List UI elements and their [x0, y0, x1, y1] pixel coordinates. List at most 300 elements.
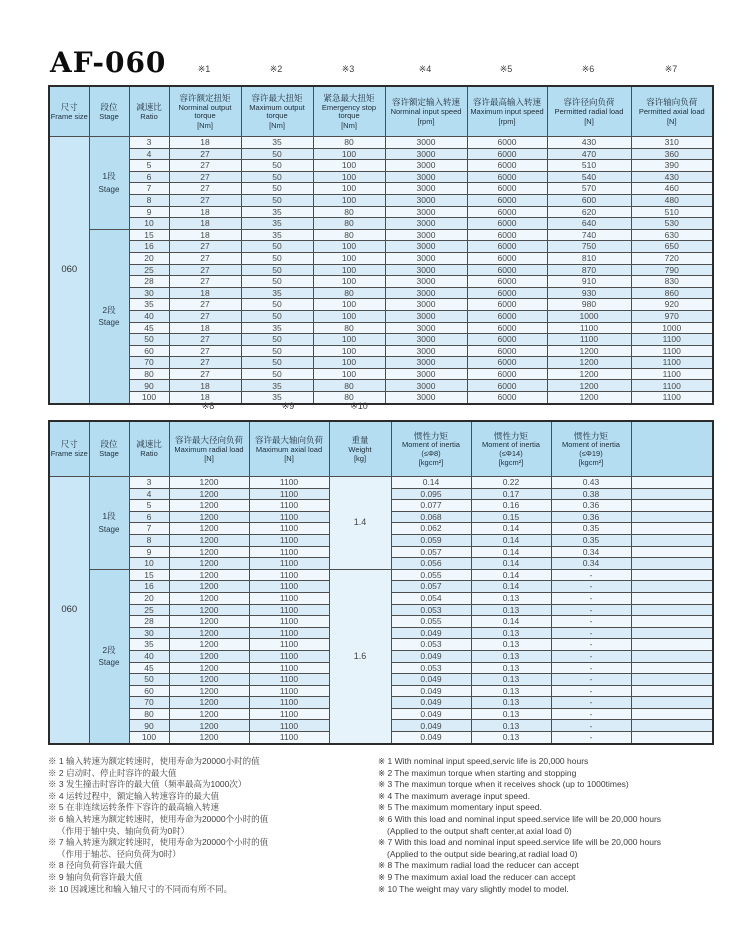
value-cell: 50: [241, 334, 313, 346]
column-header: [49, 421, 89, 477]
stage-cell: [89, 229, 129, 403]
empty-cell: [631, 720, 713, 732]
value-cell: 510: [547, 160, 631, 172]
value-cell: 18: [169, 322, 241, 334]
header-en: Ratio: [140, 111, 158, 121]
value-cell: 0.34: [551, 546, 631, 558]
table-row: [49, 287, 713, 299]
value-cell: 0.13: [471, 697, 551, 709]
value-cell: 3000: [385, 137, 467, 149]
value-cell: -: [551, 708, 631, 720]
footnotes-chinese: [48, 756, 374, 895]
value-cell: 650: [631, 241, 713, 253]
header-unit: [N]: [204, 454, 214, 463]
header-unit: [kgcm²]: [418, 458, 444, 468]
value-cell: 0.049: [391, 627, 471, 639]
value-cell: 1200: [169, 720, 249, 732]
value-cell: 100: [313, 194, 385, 206]
value-cell: 310: [631, 137, 713, 149]
value-cell: 27: [169, 252, 241, 264]
header-en: Permitted axial load: [638, 107, 705, 117]
value-cell: 1100: [249, 674, 329, 686]
value-cell: -: [551, 581, 631, 593]
value-cell: 3000: [385, 171, 467, 183]
column-header: [391, 421, 471, 477]
value-cell: 640: [547, 218, 631, 230]
value-cell: 0.068: [391, 511, 471, 523]
value-cell: 50: [241, 252, 313, 264]
value-cell: 27: [169, 194, 241, 206]
value-cell: 930: [547, 287, 631, 299]
value-cell: 3000: [385, 345, 467, 357]
value-cell: 920: [631, 299, 713, 311]
value-cell: 0.16: [471, 500, 551, 512]
value-cell: 18: [169, 137, 241, 149]
value-cell: 6000: [467, 160, 547, 172]
value-cell: 0.13: [471, 604, 551, 616]
column-header: [471, 421, 551, 477]
weight-cell: 1.6: [329, 569, 391, 743]
value-cell: 1000: [547, 310, 631, 322]
value-cell: 1200: [547, 368, 631, 380]
value-cell: 1100: [249, 732, 329, 744]
header-sub: (≤Φ19): [579, 448, 603, 458]
weight-cell: 1.4: [329, 477, 391, 570]
value-cell: 430: [547, 137, 631, 149]
value-cell: 0.13: [471, 674, 551, 686]
value-cell: 3000: [385, 334, 467, 346]
table-row: [49, 252, 713, 264]
header-zh: 容许额定扭矩: [179, 93, 231, 104]
value-cell: 6000: [467, 218, 547, 230]
value-cell: 35: [241, 137, 313, 149]
value-cell: 980: [547, 299, 631, 311]
value-cell: 1200: [169, 674, 249, 686]
stage-en: Stage: [98, 318, 120, 328]
value-cell: 860: [631, 287, 713, 299]
column-header: [89, 86, 129, 137]
value-cell: 3000: [385, 368, 467, 380]
value-cell: 620: [547, 206, 631, 218]
value-cell: 1100: [249, 662, 329, 674]
header-zh: 段位: [100, 439, 118, 450]
ratio-cell: 70: [129, 357, 169, 369]
table-row: [49, 206, 713, 218]
ratio-cell: 4: [129, 488, 169, 500]
value-cell: 0.35: [551, 523, 631, 535]
value-cell: 0.049: [391, 685, 471, 697]
value-cell: 3000: [385, 218, 467, 230]
ratio-cell: 30: [129, 287, 169, 299]
header-en: Ratio: [140, 449, 158, 459]
table-row: [49, 322, 713, 334]
value-cell: 6000: [467, 252, 547, 264]
value-cell: 1100: [249, 627, 329, 639]
value-cell: 1100: [249, 511, 329, 523]
value-cell: 910: [547, 276, 631, 288]
column-header: [241, 86, 313, 137]
value-cell: 600: [547, 194, 631, 206]
page-title: AF-060: [50, 46, 167, 79]
value-cell: -: [551, 604, 631, 616]
table-row: [49, 264, 713, 276]
frame-size-cell: 060: [49, 137, 89, 404]
value-cell: 1100: [249, 558, 329, 570]
footnote-en-8: ※ 8 The maximum radial load the reducer can accept: [378, 860, 579, 871]
header-en: Stage: [99, 111, 119, 121]
value-cell: 1200: [169, 511, 249, 523]
value-cell: 0.14: [471, 569, 551, 581]
value-cell: 27: [169, 334, 241, 346]
value-cell: 35: [241, 229, 313, 241]
value-cell: 1100: [249, 488, 329, 500]
value-cell: -: [551, 697, 631, 709]
value-cell: 480: [631, 194, 713, 206]
value-cell: 3000: [385, 276, 467, 288]
table-row: [49, 299, 713, 311]
ratio-cell: 8: [129, 534, 169, 546]
empty-cell: [631, 604, 713, 616]
column-header: [551, 421, 631, 477]
value-cell: 6000: [467, 299, 547, 311]
value-cell: 1100: [547, 322, 631, 334]
table-row: [49, 310, 713, 322]
table-row: [49, 569, 713, 581]
ratio-cell: 40: [129, 650, 169, 662]
empty-cell: [631, 592, 713, 604]
value-cell: 6000: [467, 137, 547, 149]
footnote-zh-7-cont: （作用于轴芯、径向负荷为0时）: [57, 848, 181, 859]
footnote-en-6: ※ 6 With this load and nominal input speed.service life will be 20,000 hours: [378, 813, 662, 824]
header-zh: 紧急最大扭矩: [323, 93, 375, 104]
value-cell: 3000: [385, 206, 467, 218]
value-cell: 18: [169, 380, 241, 392]
header-zh: 容许最大径向负荷: [174, 434, 243, 445]
value-cell: 430: [631, 171, 713, 183]
footnote-mark: ※7: [664, 64, 678, 74]
value-cell: 27: [169, 264, 241, 276]
value-cell: 1200: [169, 639, 249, 651]
value-cell: 1100: [631, 357, 713, 369]
value-cell: 3000: [385, 252, 467, 264]
value-cell: 1200: [169, 477, 249, 489]
ratio-cell: 50: [129, 334, 169, 346]
ratio-cell: 6: [129, 171, 169, 183]
value-cell: 0.14: [471, 534, 551, 546]
value-cell: 390: [631, 160, 713, 172]
value-cell: 3000: [385, 264, 467, 276]
value-cell: 1100: [249, 708, 329, 720]
empty-cell: [631, 662, 713, 674]
footnote-en-3: ※ 3 The maximun torque when it receives shock (up to 1000times): [378, 779, 629, 790]
ratio-cell: 6: [129, 511, 169, 523]
column-header: [313, 86, 385, 137]
ratio-cell: 40: [129, 310, 169, 322]
value-cell: 100: [313, 160, 385, 172]
value-cell: 570: [547, 183, 631, 195]
value-cell: 3000: [385, 357, 467, 369]
footnote-mark: ※4: [418, 64, 432, 74]
header-en: Weight: [348, 444, 372, 454]
value-cell: 1100: [249, 639, 329, 651]
footnote-en-9: ※ 9 The maximum axial load the reducer can accept: [378, 871, 576, 882]
value-cell: 0.15: [471, 511, 551, 523]
value-cell: 1100: [249, 500, 329, 512]
stage-cell: [89, 137, 129, 230]
value-cell: 100: [313, 241, 385, 253]
value-cell: -: [551, 627, 631, 639]
value-cell: 0.17: [471, 488, 551, 500]
value-cell: 0.38: [551, 488, 631, 500]
table-row: [49, 229, 713, 241]
value-cell: 18: [169, 287, 241, 299]
table-row: [49, 137, 713, 149]
value-cell: 0.13: [471, 685, 551, 697]
value-cell: 3000: [385, 194, 467, 206]
table-row: [49, 148, 713, 160]
ratio-cell: 80: [129, 708, 169, 720]
ratio-cell: 60: [129, 685, 169, 697]
table-row: [49, 345, 713, 357]
value-cell: 1200: [169, 523, 249, 535]
table-head: [49, 86, 713, 137]
ratio-cell: 10: [129, 558, 169, 570]
value-cell: 6000: [467, 276, 547, 288]
ratio-cell: 4: [129, 148, 169, 160]
value-cell: 1100: [249, 685, 329, 697]
stage-cell: [89, 569, 129, 743]
value-cell: 0.14: [471, 616, 551, 628]
table-head: [49, 421, 713, 477]
header-en: Moment of inertia: [402, 440, 460, 450]
empty-cell: [631, 546, 713, 558]
table-row: [49, 276, 713, 288]
header-zh: 段位: [100, 101, 118, 112]
value-cell: 0.13: [471, 592, 551, 604]
value-cell: 50: [241, 310, 313, 322]
value-cell: 0.36: [551, 511, 631, 523]
footnote-mark: ※2: [269, 64, 283, 74]
column-header: [631, 421, 713, 477]
footnote-zh-10: ※ 10 因减速比和输入轴尺寸的不同而有所不同。: [48, 883, 233, 894]
value-cell: 1200: [169, 732, 249, 744]
value-cell: 27: [169, 276, 241, 288]
header-en: Norminal output torque: [178, 102, 232, 121]
value-cell: 6000: [467, 392, 547, 404]
value-cell: 1200: [169, 697, 249, 709]
ratio-cell: 45: [129, 662, 169, 674]
value-cell: 1100: [249, 650, 329, 662]
ratio-cell: 35: [129, 639, 169, 651]
header-zh: 容许径向负荷: [563, 97, 615, 108]
value-cell: 50: [241, 368, 313, 380]
ratio-cell: 5: [129, 500, 169, 512]
value-cell: 0.057: [391, 581, 471, 593]
header-zh: 尺寸: [60, 439, 78, 450]
ratio-cell: 45: [129, 322, 169, 334]
value-cell: 0.049: [391, 650, 471, 662]
value-cell: 50: [241, 171, 313, 183]
ratio-cell: 90: [129, 720, 169, 732]
ratio-cell: 7: [129, 183, 169, 195]
value-cell: 6000: [467, 380, 547, 392]
ratio-cell: 35: [129, 299, 169, 311]
value-cell: 0.057: [391, 546, 471, 558]
value-cell: 1100: [631, 368, 713, 380]
value-cell: 790: [631, 264, 713, 276]
ratio-cell: 20: [129, 592, 169, 604]
value-cell: 1100: [631, 345, 713, 357]
value-cell: 1200: [169, 650, 249, 662]
value-cell: -: [551, 732, 631, 744]
value-cell: 1100: [631, 392, 713, 404]
value-cell: 80: [313, 206, 385, 218]
header-unit: [rpm]: [417, 116, 435, 126]
value-cell: -: [551, 720, 631, 732]
column-header: [169, 421, 249, 477]
value-cell: 50: [241, 299, 313, 311]
ratio-cell: 90: [129, 380, 169, 392]
value-cell: 1100: [249, 616, 329, 628]
value-cell: 1200: [169, 500, 249, 512]
value-cell: 50: [241, 276, 313, 288]
value-cell: 6000: [467, 241, 547, 253]
footnote-zh-8: ※ 8 径向负荷容许最大值: [48, 860, 143, 871]
ratio-cell: 3: [129, 137, 169, 149]
value-cell: 6000: [467, 148, 547, 160]
value-cell: 510: [631, 206, 713, 218]
table-row: [49, 241, 713, 253]
value-cell: 27: [169, 357, 241, 369]
table-row: [49, 334, 713, 346]
stage-zh: 1段: [102, 171, 116, 182]
value-cell: 3000: [385, 322, 467, 334]
value-cell: 1200: [169, 604, 249, 616]
value-cell: 0.095: [391, 488, 471, 500]
column-header: [129, 86, 169, 137]
value-cell: -: [551, 639, 631, 651]
footnote-en-7-cont: (Applied to the output side bearing,at radial load 0): [387, 848, 578, 859]
ratio-cell: 100: [129, 732, 169, 744]
value-cell: 0.43: [551, 477, 631, 489]
header-zh: 容许最高输入转速: [472, 97, 541, 108]
value-cell: 1100: [631, 380, 713, 392]
value-cell: 1100: [249, 477, 329, 489]
footnote-zh-4: ※ 4 运转过程中，额定输入转速容许的最大值: [48, 790, 219, 801]
value-cell: 1200: [169, 592, 249, 604]
value-cell: 1100: [631, 334, 713, 346]
value-cell: 0.22: [471, 477, 551, 489]
stage-en: Stage: [98, 185, 120, 195]
table-row: [49, 171, 713, 183]
value-cell: 6000: [467, 206, 547, 218]
value-cell: -: [551, 662, 631, 674]
value-cell: 630: [631, 229, 713, 241]
value-cell: 100: [313, 252, 385, 264]
value-cell: 3000: [385, 229, 467, 241]
footnote-en-7: ※ 7 With this load and nominal input speed.service life will be 20,000 hours: [378, 837, 662, 848]
stage-en: Stage: [98, 658, 120, 668]
value-cell: 0.34: [551, 558, 631, 570]
value-cell: 0.053: [391, 604, 471, 616]
value-cell: 830: [631, 276, 713, 288]
value-cell: 3000: [385, 148, 467, 160]
header-sub: (≤Φ14): [499, 448, 523, 458]
header-zh: 容许额定输入转速: [391, 97, 460, 108]
column-header: [49, 86, 89, 137]
value-cell: 0.14: [471, 558, 551, 570]
value-cell: 1200: [169, 546, 249, 558]
column-header: [129, 421, 169, 477]
empty-cell: [631, 511, 713, 523]
value-cell: 27: [169, 368, 241, 380]
footnote-zh-6-cont: （作用于轴中央、轴向负荷为0时）: [57, 825, 190, 836]
footnote-en-1: ※ 1 With nominal input speed,servic life is 20,000 hours: [378, 756, 589, 766]
footnote-en-2: ※ 2 The maximun torque when starting and stopping: [378, 767, 577, 778]
ratio-cell: 70: [129, 697, 169, 709]
value-cell: 3000: [385, 160, 467, 172]
header-en: Norminal input speed: [390, 107, 462, 117]
value-cell: 35: [241, 380, 313, 392]
column-header: [631, 86, 713, 137]
empty-cell: [631, 500, 713, 512]
frame-size-cell: 060: [49, 477, 89, 744]
value-cell: 1200: [169, 627, 249, 639]
value-cell: 1000: [631, 322, 713, 334]
value-cell: 0.13: [471, 708, 551, 720]
header-en: Stage: [99, 449, 119, 459]
value-cell: 50: [241, 194, 313, 206]
value-cell: 27: [169, 160, 241, 172]
value-cell: 3000: [385, 287, 467, 299]
header-zh: 容许最大轴向负荷: [254, 434, 323, 445]
value-cell: 50: [241, 264, 313, 276]
value-cell: 470: [547, 148, 631, 160]
value-cell: 0.049: [391, 720, 471, 732]
footnote-zh-6: ※ 6 输入转速为额定转速时，使用寿命为20000个小时的值: [48, 813, 269, 824]
value-cell: 0.35: [551, 534, 631, 546]
header-unit: [N]: [584, 116, 594, 126]
footnote-mark: ※3: [341, 64, 355, 74]
empty-cell: [631, 685, 713, 697]
value-cell: 27: [169, 148, 241, 160]
footnote-en-5: ※ 5 The maximum momentary input speed.: [378, 802, 542, 813]
header-unit: [rpm]: [498, 116, 516, 126]
value-cell: 3000: [385, 299, 467, 311]
value-cell: 27: [169, 310, 241, 322]
table-row: [49, 392, 713, 404]
footnote-mark: ※1: [197, 64, 211, 74]
value-cell: 0.13: [471, 627, 551, 639]
value-cell: 18: [169, 229, 241, 241]
value-cell: 100: [313, 264, 385, 276]
value-cell: 50: [241, 183, 313, 195]
value-cell: 3000: [385, 380, 467, 392]
ratio-cell: 28: [129, 276, 169, 288]
header-zh: 重量: [351, 434, 369, 445]
ratio-cell: 80: [129, 368, 169, 380]
ratio-cell: 9: [129, 206, 169, 218]
header-en: Maximum input speed: [470, 107, 544, 117]
ratio-cell: 10: [129, 218, 169, 230]
table-row: [49, 477, 713, 489]
column-header: [547, 86, 631, 137]
footnote-en-6-cont: (Applied to the output shaft center,at axial load 0): [387, 825, 572, 836]
column-header: [467, 86, 547, 137]
value-cell: 100: [313, 183, 385, 195]
stage-cell: [89, 477, 129, 570]
empty-cell: [631, 627, 713, 639]
